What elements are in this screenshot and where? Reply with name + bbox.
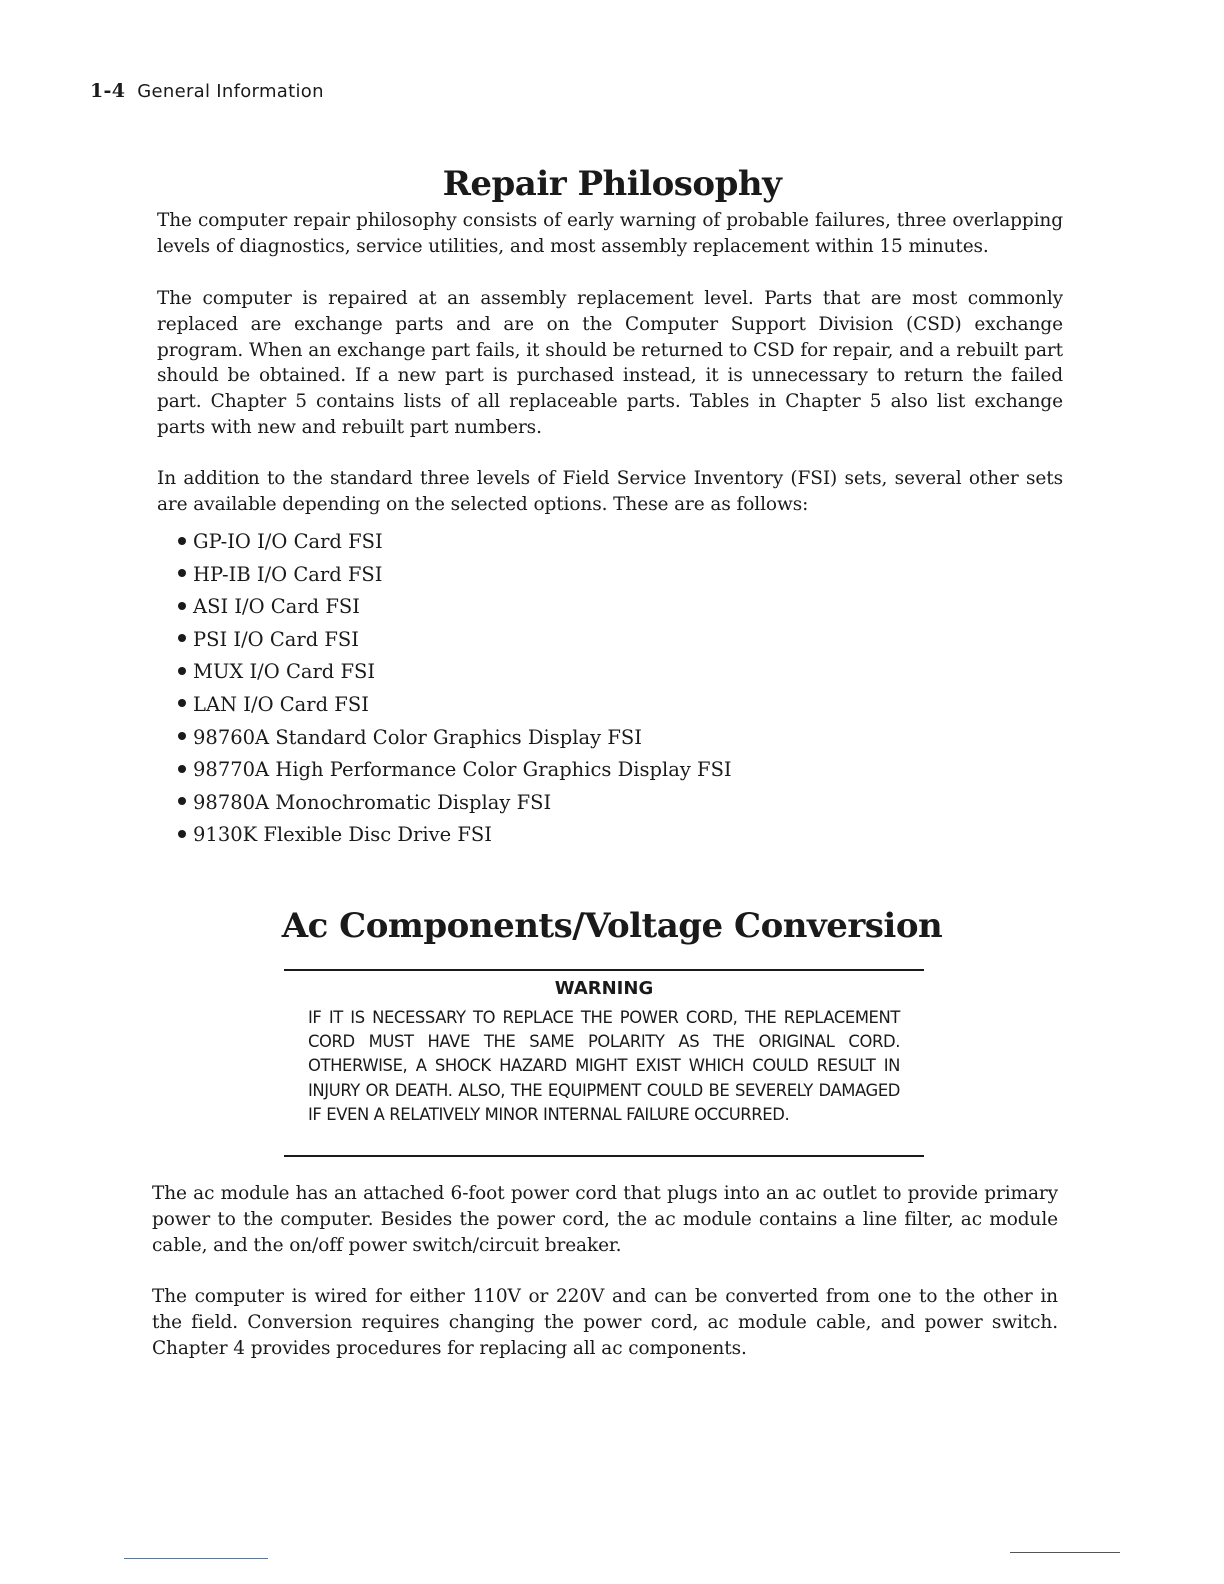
footer-rule-left bbox=[124, 1558, 268, 1559]
bullet-icon bbox=[178, 765, 186, 773]
ac-paragraph-1: The ac module has an attached 6-foot power cord that plugs into an ac outlet to provide primary power to the computer. Besides the power cord, the ac module contains a line filter, ac module cable, and the on/off power switch/circuit breaker. bbox=[152, 1183, 1058, 1256]
repair-paragraph-2: The computer is repaired at an assembly replacement level. Parts that are most commonly replaced are exchange parts and are on the Computer Support Division (CSD) exchange program. When an exchange part fails, it should be returned to CSD for repair, and a rebuilt part should be obtained. If a new part is purchased instead, it is unnecessary to return the failed part. Chapter 5 contains lists of all replaceable parts. Tables in Chapter 5 also list exchange parts with new and rebuilt part numbers. bbox=[157, 288, 1063, 438]
list-item-text: 98760A Standard Color Graphics Display FSI bbox=[193, 725, 642, 749]
list-item bbox=[178, 723, 732, 756]
warning-title: WARNING bbox=[554, 978, 654, 999]
list-item bbox=[178, 625, 732, 658]
footer-rule-right bbox=[1010, 1552, 1120, 1553]
repair-paragraph-1: The computer repair philosophy consists of early warning of probable failures, three overlapping levels of diagnostics, service utilities, and most assembly replacement within 15 minutes. bbox=[157, 210, 1063, 257]
bullet-icon bbox=[178, 537, 186, 545]
repair-paragraph-3: In addition to the standard three levels of Field Service Inventory (FSI) sets, several other sets are available depending on the selected options. These are as follows: bbox=[157, 468, 1063, 515]
fsi-list bbox=[178, 527, 732, 853]
list-item-text: 98770A High Performance Color Graphics Display FSI bbox=[193, 758, 732, 782]
bullet-icon bbox=[178, 667, 186, 675]
list-item bbox=[178, 820, 732, 853]
list-item bbox=[178, 592, 732, 625]
ac-components-heading: Ac Components/Voltage Conversion bbox=[281, 906, 943, 946]
running-head bbox=[90, 80, 324, 102]
list-item-text: LAN I/O Card FSI bbox=[193, 692, 369, 716]
list-item-text: MUX I/O Card FSI bbox=[193, 660, 376, 684]
bullet-icon bbox=[178, 634, 186, 642]
warning-box bbox=[284, 969, 924, 1157]
list-item bbox=[178, 657, 732, 690]
bullet-icon bbox=[178, 699, 186, 707]
bullet-icon bbox=[178, 602, 186, 610]
list-item-text: 98780A Monochromatic Display FSI bbox=[193, 790, 552, 814]
bullet-icon bbox=[178, 732, 186, 740]
list-item bbox=[178, 690, 732, 723]
list-item-text: GP-IO I/O Card FSI bbox=[193, 530, 383, 553]
list-item bbox=[178, 560, 732, 593]
repair-philosophy-heading: Repair Philosophy bbox=[442, 164, 782, 204]
bullet-icon bbox=[178, 830, 186, 838]
section-title: General Information bbox=[137, 81, 324, 102]
list-item-text: ASI I/O Card FSI bbox=[193, 595, 360, 619]
list-item-text: 9130K Flexible Disc Drive FSI bbox=[193, 823, 492, 847]
bullet-icon bbox=[178, 797, 186, 805]
list-item-text: HP-IB I/O Card FSI bbox=[193, 562, 383, 586]
list-item bbox=[178, 788, 732, 821]
list-item bbox=[178, 527, 732, 560]
list-item-text: PSI I/O Card FSI bbox=[193, 627, 359, 651]
bullet-icon bbox=[178, 569, 186, 577]
ac-paragraph-2: The computer is wired for either 110V or 220V and can be converted from one to the other in the field. Conversion requires changing the power cord, ac module cable, and power switch. Chapter 4 provides procedures for replacing all ac components. bbox=[152, 1286, 1058, 1359]
warning-text: IF IT IS NECESSARY TO REPLACE THE POWER CORD, THE REPLACEMENT CORD MUST HAVE THE SAME POLARITY AS THE ORIGINAL CORD. OTHERWISE, A SHOCK HAZARD MIGHT EXIST WHICH COULD RESULT IN INJURY OR DEATH. ALSO, THE EQUIPMENT COULD BE SEVERELY DAMAGED IF EVEN A RELATIVELY MINOR INTERNAL FAILURE OCCURRED. bbox=[308, 1008, 900, 1124]
list-item bbox=[178, 755, 732, 788]
page-number: 1-4 bbox=[90, 80, 126, 102]
